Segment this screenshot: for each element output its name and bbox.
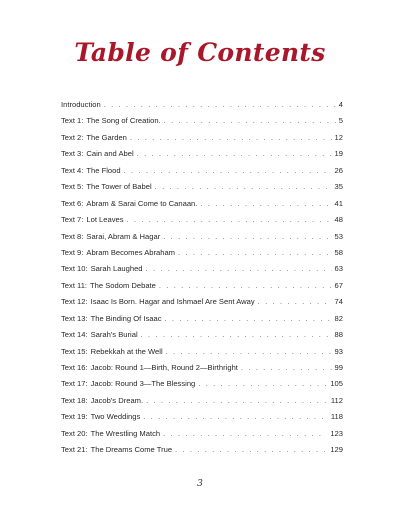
- toc-entry-number: Text 20:: [61, 428, 88, 438]
- toc-entry: [61, 212, 343, 228]
- toc-entry-page: 129: [330, 445, 343, 455]
- toc-entry: [61, 97, 343, 113]
- toc-entry-number: Text 13:: [61, 313, 88, 323]
- toc-entry-number: Text 4:: [61, 165, 84, 175]
- dot-leader: [241, 360, 332, 376]
- dot-leader: [178, 245, 332, 261]
- toc-entry-title: The Tower of Babel: [86, 182, 152, 192]
- toc-entry-number: Text 19:: [61, 412, 88, 422]
- toc-entry-title: Jacob's Dream.: [90, 395, 144, 405]
- dot-leader: [137, 146, 332, 162]
- dot-leader: [198, 376, 327, 392]
- toc-entry: [61, 311, 343, 327]
- toc-entry-page: 19: [334, 149, 343, 159]
- toc-entry-label: [61, 245, 175, 261]
- dot-leader: [124, 163, 332, 179]
- toc-entry: [61, 163, 343, 179]
- toc-entry: [61, 278, 343, 294]
- toc-entry-number: Text 3:: [61, 149, 84, 159]
- toc-entry-title: The Binding Of Isaac: [90, 313, 162, 323]
- toc-entry-number: Text 11:: [61, 280, 88, 290]
- toc-entry: [61, 179, 343, 195]
- toc-entry-page: 99: [334, 363, 343, 372]
- table-of-contents: [61, 97, 343, 459]
- dot-leader: [141, 327, 332, 343]
- toc-entry-page: 74: [334, 297, 343, 307]
- dot-leader: [155, 179, 332, 195]
- toc-entry-page: 41: [334, 198, 343, 208]
- toc-entry-title: Sarah's Burial: [90, 330, 138, 340]
- toc-entry: [61, 393, 343, 409]
- toc-entry-label: [61, 130, 127, 146]
- toc-entry: [61, 245, 343, 261]
- toc-entry-page: 88: [334, 330, 343, 340]
- toc-entry-page: 118: [330, 412, 343, 422]
- toc-entry-label: [61, 163, 121, 179]
- toc-entry-title: Lot Leaves: [86, 215, 124, 225]
- toc-entry: [61, 376, 343, 392]
- toc-entry-number: Text 2:: [61, 132, 84, 142]
- toc-entry-label: [61, 179, 152, 195]
- toc-entry-page: 48: [334, 215, 343, 225]
- toc-entry: [61, 229, 343, 245]
- toc-entry-title: The Garden: [86, 132, 127, 142]
- toc-entry-title: Abram & Sarai Come to Canaan.: [86, 198, 198, 208]
- toc-entry-page: 93: [334, 346, 343, 356]
- toc-entry-label: [61, 278, 156, 294]
- toc-entry-title: Isaac Is Born. Hagar and Ishmael Are Sent Away: [90, 297, 255, 307]
- toc-entry: [61, 146, 343, 162]
- toc-entry-label: [61, 344, 163, 360]
- toc-entry-page: 105: [330, 379, 343, 389]
- toc-entry-title: The Sodom Debate: [90, 280, 156, 290]
- toc-entry-label: [61, 360, 238, 376]
- dot-leader: [143, 409, 328, 425]
- dot-leader: [258, 294, 332, 310]
- toc-entry-page: 67: [334, 280, 343, 290]
- toc-entry: [61, 360, 343, 376]
- toc-entry-label: [61, 294, 255, 310]
- toc-entry-title: The Flood: [86, 165, 121, 175]
- toc-entry-title: Two Weddings: [90, 412, 141, 422]
- toc-entry: [61, 294, 343, 310]
- toc-entry-number: Text 15:: [61, 346, 88, 356]
- toc-entry-title: Sarai, Abram & Hagar: [86, 231, 161, 241]
- toc-entry: [61, 442, 343, 458]
- dot-leader: [127, 212, 332, 228]
- dot-leader: [166, 344, 332, 360]
- toc-entry-page: 123: [330, 428, 343, 438]
- toc-entry-title: Rebekkah at the Well: [90, 346, 163, 356]
- toc-entry-page: 4: [338, 100, 343, 109]
- toc-entry-label: [61, 146, 134, 162]
- toc-entry-label: [61, 229, 160, 245]
- toc-entry-label: [61, 196, 197, 212]
- toc-entry: [61, 196, 343, 212]
- toc-entry-page: 12: [334, 132, 343, 142]
- toc-entry-number: Text 6:: [61, 198, 84, 208]
- toc-entry-title: The Dreams Come True: [90, 445, 173, 455]
- toc-entry-page: 26: [334, 165, 343, 175]
- toc-entry-label: [61, 376, 195, 392]
- toc-entry-label: [61, 261, 143, 277]
- toc-entry-label: [61, 97, 101, 113]
- toc-entry-number: Text 16:: [61, 363, 88, 372]
- toc-entry: [61, 344, 343, 360]
- dot-leader: [164, 113, 336, 129]
- toc-entry-title: Jacob: Round 1—Birth, Round 2—Birthright: [90, 363, 238, 372]
- toc-entry-number: Text 1:: [61, 116, 84, 126]
- toc-entry-title: Jacob: Round 3—The Blessing: [90, 379, 196, 389]
- dot-leader: [159, 278, 332, 294]
- toc-entry-label: [61, 212, 124, 228]
- dot-leader: [163, 229, 331, 245]
- toc-entry-label: [61, 327, 138, 343]
- toc-entry-title: The Song of Creation.: [86, 116, 161, 126]
- toc-entry-page: 5: [338, 116, 343, 126]
- toc-entry-page: 63: [334, 264, 343, 274]
- toc-entry: [61, 327, 343, 343]
- toc-entry-title: The Wrestling Match: [90, 428, 161, 438]
- toc-entry-number: Text 17:: [61, 379, 88, 389]
- dot-leader: [163, 426, 327, 442]
- toc-entry-page: 82: [334, 313, 343, 323]
- dot-leader: [175, 442, 327, 458]
- toc-entry: [61, 409, 343, 425]
- toc-entry-label: [61, 113, 161, 129]
- page-title: Table of Contents: [74, 38, 326, 67]
- toc-entry-number: Text 18:: [61, 395, 88, 405]
- toc-entry-number: Text 12:: [61, 297, 88, 307]
- toc-entry-number: Text 21:: [61, 445, 88, 455]
- toc-entry-number: Text 9:: [61, 247, 84, 257]
- toc-entry-title: Abram Becomes Abraham: [86, 247, 176, 257]
- dot-leader: [200, 196, 331, 212]
- toc-entry-number: Text 8:: [61, 231, 84, 241]
- toc-entry-number: Text 7:: [61, 215, 84, 225]
- toc-entry-page: 35: [334, 182, 343, 192]
- toc-entry-title: Sarah Laughed: [90, 264, 143, 274]
- toc-entry: [61, 113, 343, 129]
- toc-entry-page: 58: [334, 247, 343, 257]
- toc-entry-label: [61, 393, 143, 409]
- dot-leader: [104, 97, 336, 113]
- dot-leader: [165, 311, 332, 327]
- toc-entry-label: [61, 442, 172, 458]
- toc-entry: [61, 426, 343, 442]
- dot-leader: [146, 393, 328, 409]
- page-number: 3: [197, 479, 203, 489]
- dot-leader: [130, 130, 332, 146]
- toc-entry-page: 112: [330, 395, 343, 405]
- toc-entry-number: Text 10:: [61, 264, 88, 274]
- dot-leader: [146, 261, 332, 277]
- toc-entry-title: Introduction: [61, 100, 101, 109]
- toc-entry-number: Text 5:: [61, 182, 84, 192]
- toc-entry-label: [61, 311, 162, 327]
- toc-entry-number: Text 14:: [61, 330, 88, 340]
- toc-entry: [61, 130, 343, 146]
- toc-entry-page: 53: [334, 231, 343, 241]
- toc-entry: [61, 261, 343, 277]
- toc-entry-title: Cain and Abel: [86, 149, 134, 159]
- toc-entry-label: [61, 426, 160, 442]
- toc-entry-label: [61, 409, 140, 425]
